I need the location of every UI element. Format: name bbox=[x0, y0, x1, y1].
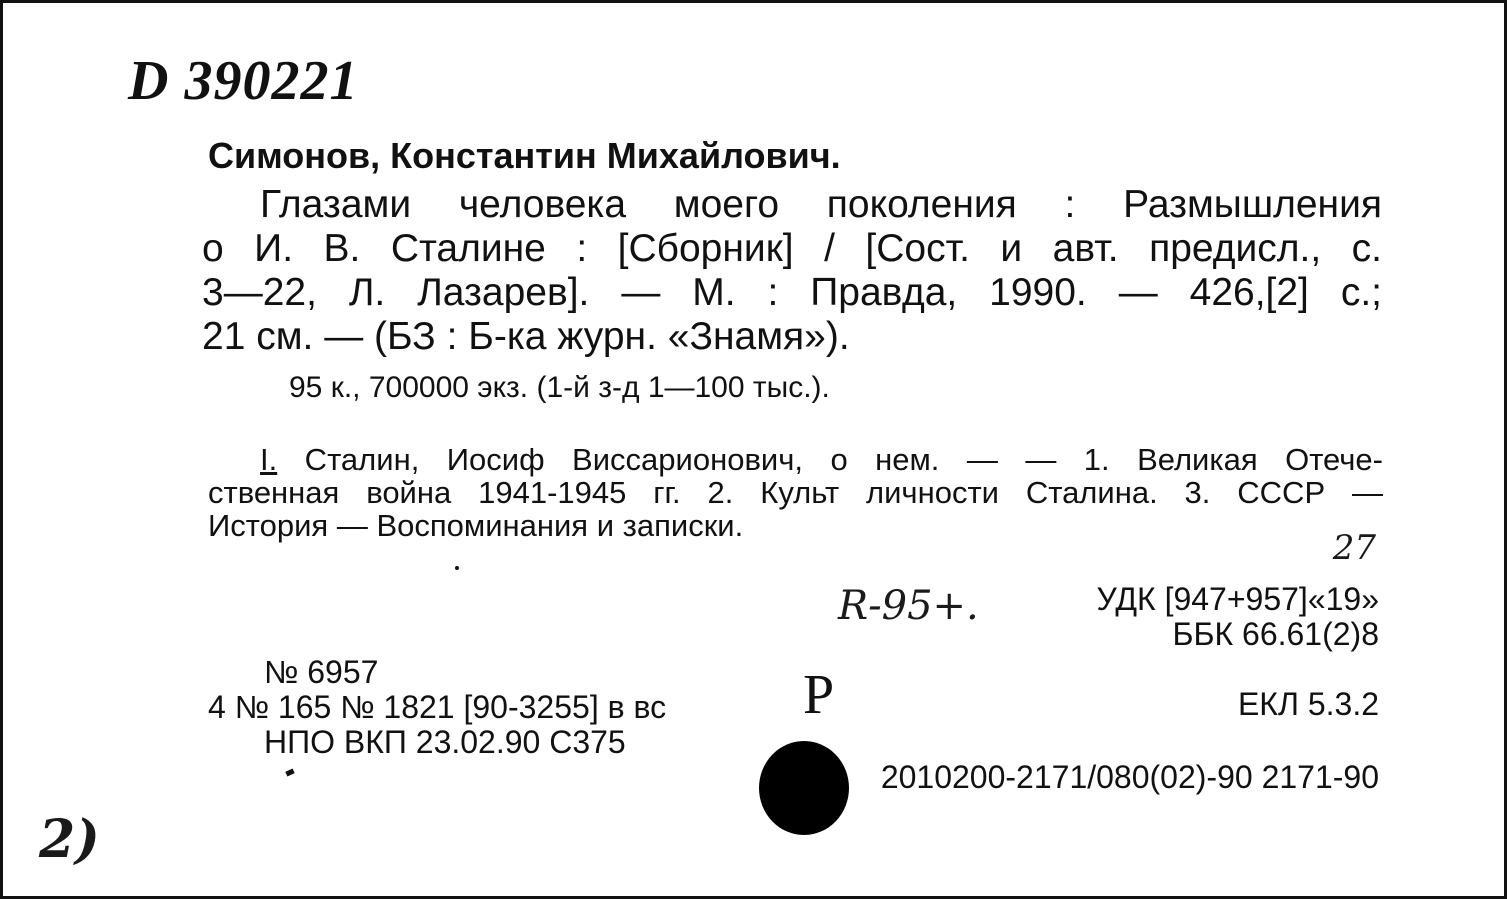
mark-p: Р bbox=[803, 664, 835, 726]
subject-line: История — Воспоминания и записки. bbox=[208, 508, 744, 543]
ink-speck bbox=[455, 566, 459, 570]
subject-line: ственная война 1941-1945 гг. 2. Культ личности Сталина. 3. СССР — bbox=[208, 475, 1383, 510]
handwritten-shelf-code: R-95+. bbox=[838, 583, 979, 629]
subject-line bbox=[208, 443, 1383, 476]
ink-speck bbox=[285, 769, 294, 777]
description-line: Глазами человека моего поколения : Размышления bbox=[260, 183, 1382, 226]
subject-text: Сталин, Иосиф Виссарионович, о нем. — — 1. Великая Отече- bbox=[277, 442, 1383, 477]
description-line: о И. В. Сталине : [Сборник] / [Сост. и авт. предисл., с. bbox=[202, 227, 1382, 270]
accession-number: D 390221 bbox=[128, 50, 359, 112]
order-number: № 6957 bbox=[264, 654, 379, 690]
author-heading: Симонов, Константин Михайлович. bbox=[208, 135, 841, 176]
subject-number: I. bbox=[260, 442, 278, 477]
description-line: 21 см. — (БЗ : Б-ка журн. «Знамя»). bbox=[202, 315, 850, 358]
bibliographic-description bbox=[202, 183, 1382, 359]
handwritten-note-top: 27 bbox=[1332, 528, 1376, 568]
handwritten-note-bottom: 2) bbox=[39, 809, 100, 870]
subject-headings bbox=[208, 443, 1383, 542]
description-line: 3—22, Л. Лазарев]. — М. : Правда, 1990. — 426,[2] с.; bbox=[202, 271, 1382, 314]
npo-line: НПО ВКП 23.02.90 С375 bbox=[264, 724, 626, 760]
bbk-classification: ББК 66.61(2)8 bbox=[1172, 616, 1379, 652]
isbn-line: 2010200-2171/080(02)-90 2171-90 bbox=[880, 759, 1379, 795]
udc-classification: УДК [947+957]«19» bbox=[1096, 581, 1379, 617]
price-run-line: 95 к., 700000 экз. (1-й з-д 1—100 тыс.). bbox=[289, 371, 830, 404]
punch-hole bbox=[759, 741, 849, 835]
print-line: 4 № 165 № 1821 [90-3255] в вс bbox=[208, 689, 667, 725]
print-info-block bbox=[208, 655, 666, 760]
ekl-code: ЕКЛ 5.3.2 bbox=[1237, 686, 1379, 722]
